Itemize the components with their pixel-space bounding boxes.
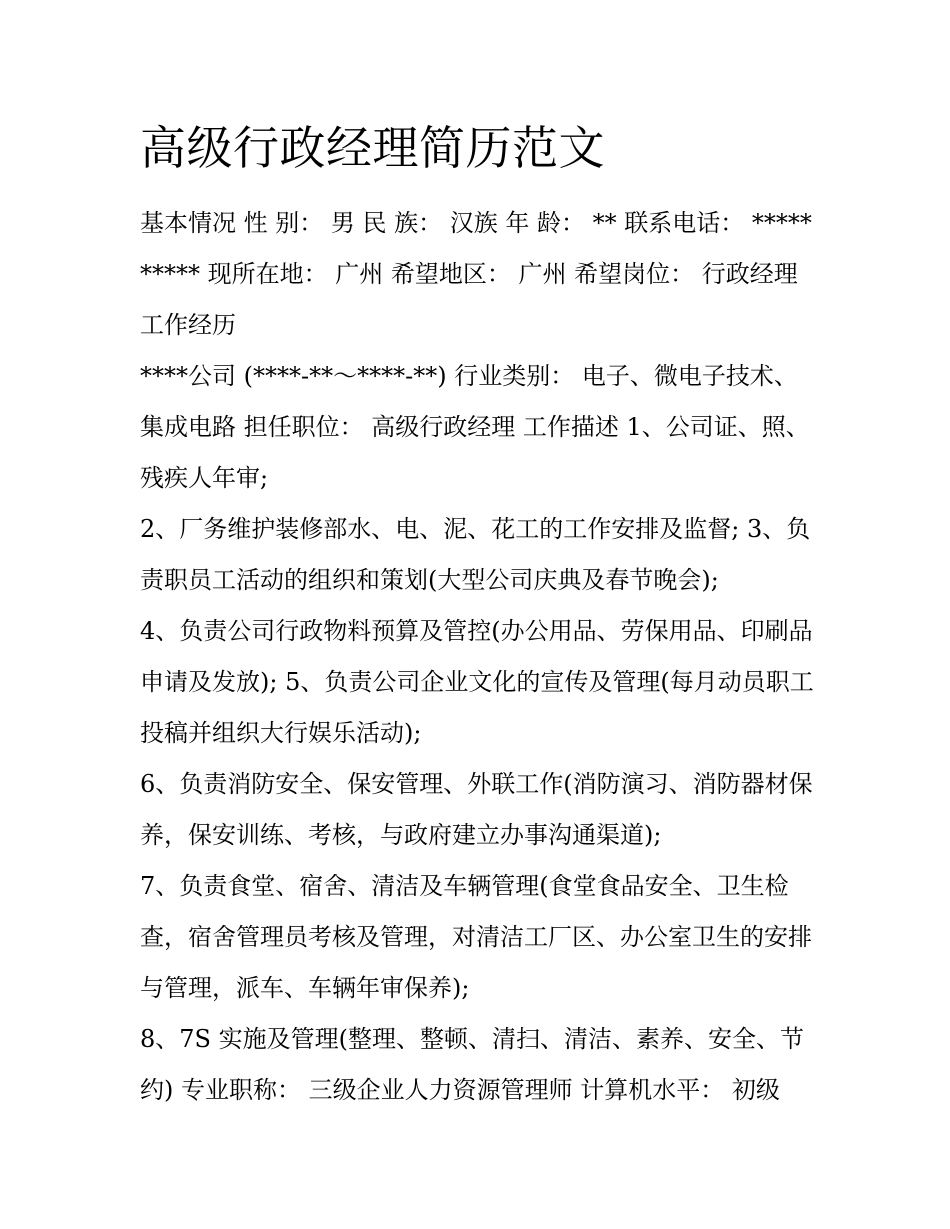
paragraph-duties-2-3: 2、厂务维护装修部水、电、泥、花工的工作安排及监督; 3、负责职员工活动的组织和策划(大型公司庆典及春节晚会); (140, 515, 811, 594)
document-title: 高级行政经理简历范文 (140, 121, 605, 175)
paragraph-duty-6: 6、负责消防安全、保安管理、外联工作(消防演习、消防器材保养，保安训练、考核，与政府建立办事沟通渠道); (140, 770, 813, 849)
document-body (140, 198, 820, 1116)
paragraph-duty-7: 7、负责食堂、宿舍、清洁及车辆管理(食堂食品安全、卫生检查，宿舍管理员考核及管理，对清洁工厂区、办公室卫生的安排与管理，派车、车辆年审保养); (140, 872, 812, 1002)
paragraph-duty-8-qualifications: 8、7S 实施及管理(整理、整顿、清扫、清洁、素养、安全、节约) 专业职称： 三级企业人力资源管理师 计算机水平： 初级 (140, 1025, 804, 1104)
paragraph-duties-4-5: 4、负责公司行政物料预算及管控(办公用品、劳保用品、印刷品申请及发放); 5、负责公司企业文化的宣传及管理(每月动员职工投稿并组织大行娱乐活动); (140, 617, 814, 747)
paragraph-company-position: ****公司 (****-**～****-**) 行业类别： 电子、微电子技术、集成电路 担任职位： 高级行政经理 工作描述 1、公司证、照、残疾人年审; (140, 362, 810, 492)
paragraph-basic-info: 基本情况 性 别： 男 民 族： 汉族 年 龄： ** 联系电话： ********** 现所在地： 广州 希望地区： 广州 希望岗位： 行政经理 工作经历 (140, 209, 812, 339)
